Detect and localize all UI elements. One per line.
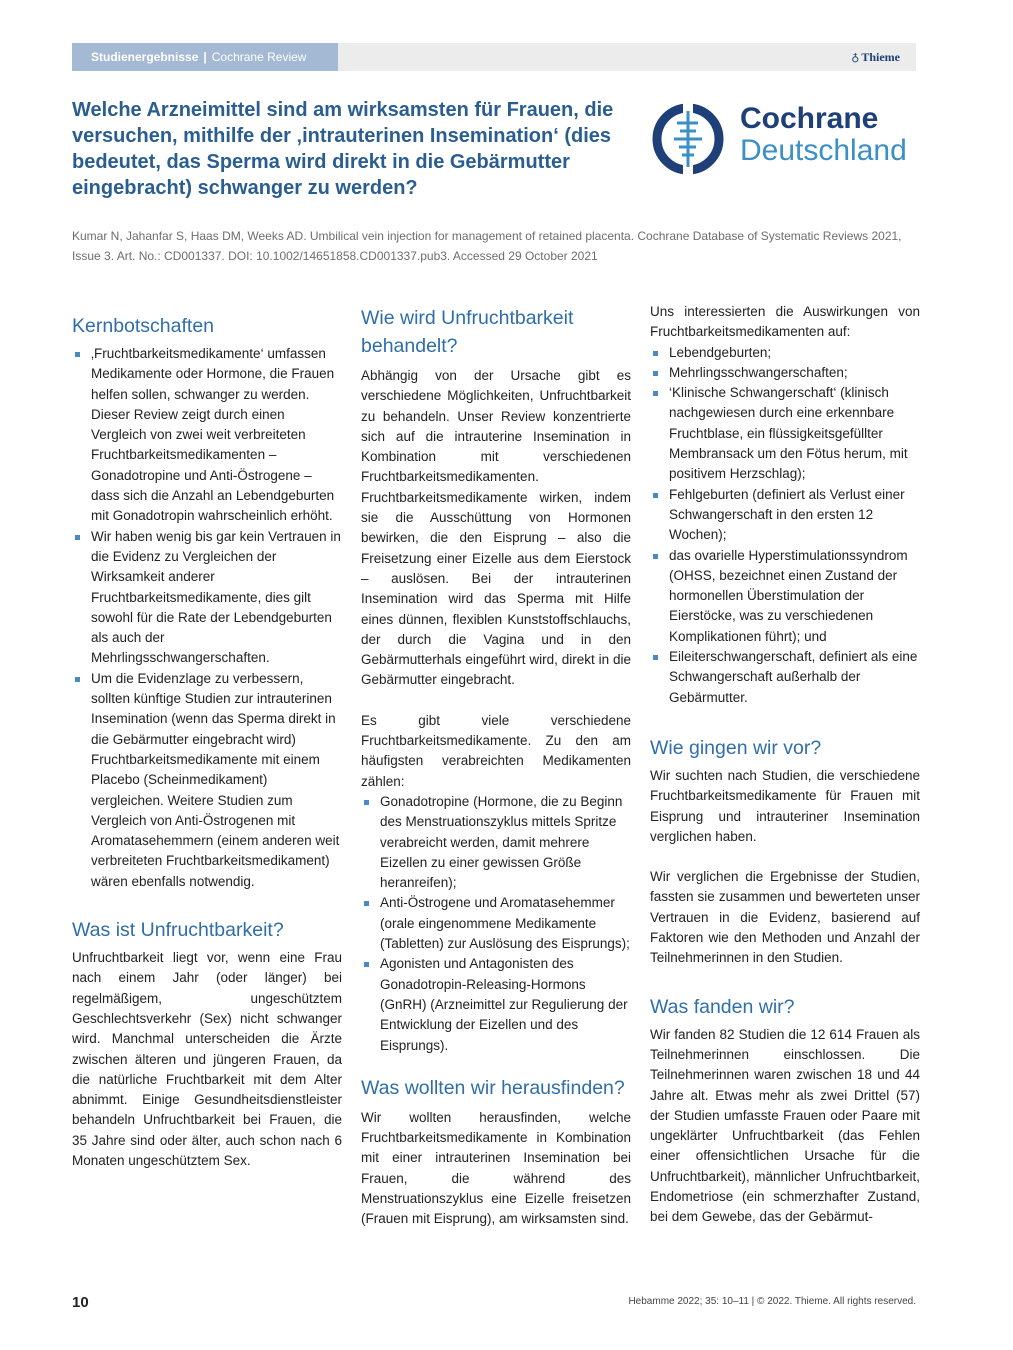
list-item: Fehlgeburten (definiert als Verlust einer Schwangerschaft in den ersten 12 Wochen); [650, 485, 920, 546]
section-tag [72, 43, 338, 71]
logo-line-2: Deutschland [740, 134, 907, 167]
heading-kernbotschaften: Kernbotschaften [72, 315, 215, 337]
column-3 [650, 302, 920, 1228]
paragraph: Wir fanden 82 Studien die 12 614 Frauen als Teilnehmerinnen einschlossen. Die Teilnehmerinnen waren zwischen 18 und 44 Jahre alt. Etwas mehr als zwei Drittel (57) der Studien umfasste Frauen oder Paare mit ungeklärter Unfruchtbarkeit (das Fehlen einer offensichtlichen Ursache für die Unfruchtbarkeit), männlicher Unfruchtbarkeit, Endometriose (ein schmerzhafter Zustand, bei dem Gewebe, das der Gebärmut- [650, 1026, 920, 1225]
cochrane-wordmark [740, 103, 907, 167]
paragraph: Unfruchtbarkeit liegt vor, wenn eine Frau nach einem Jahr (oder länger) bei regelmäßigem, ungeschütztem Geschlechtsverkehr (Sex) nicht schwanger wird. Manchmal unterscheiden die Ärzte zwischen älteren und jüngeren Frauen, da die natürliche Fruchtbarkeit mit dem Alter abnimmt. Einige Gesundheitsdienstleister behandeln Unfruchtbarkeit bei Frauen, die 35 Jahre sind oder älter, auch schon nach 6 Monaten ungeschütztem Sex. [72, 950, 342, 1168]
auswirkungen-list [650, 343, 920, 708]
column-2 [361, 304, 631, 1230]
paragraph: Es gibt viele verschiedene Fruchtbarkeitsmedikamente. Zu den am häufigsten verabreichten Medikamenten zählen: [361, 712, 631, 789]
footer-reference: Hebamme 2022; 35: 10–11 | © 2022. Thieme. All rights reserved. [628, 1296, 916, 1307]
list-item: Um die Evidenzlage zu verbessern, sollten künftige Studien zur intrauterinen Insemination (wenn das Sperma direkt in die Gebärmutter eingebracht wird) Fruchtbarkeitsmedikamente mit einem Placebo (Scheinmedikament) vergleichen. Weitere Studien zum Vergleich von Anti-Östrogenen mit Aromatasehemmern (einem anderen weit verbreiteten Fruchtbarkeitsmedikament) wären ebenfalls notwendig. [72, 669, 342, 892]
section-separator: | [203, 50, 207, 64]
list-item: Eileiterschwangerschaft, definiert als eine Schwangerschaft außerhalb der Gebärmutter. [650, 647, 920, 708]
heading-herausfinden: Was wollten wir herausfinden? [361, 1076, 625, 1099]
subsection-label: Cochrane Review [211, 50, 307, 64]
list-item: Agonisten und Antagonisten des Gonadotropin-Releasing-Hormons (GnRH) (Arzneimittel zur Regulierung der Entwicklung der Eizellen und des Eisprungs). [361, 954, 631, 1055]
publisher-logo [851, 43, 900, 72]
thieme-icon: ♁ [851, 52, 860, 64]
heading-ergebnisse: Was fanden wir? [650, 995, 795, 1018]
paragraph: Wir suchten nach Studien, die verschiedene Fruchtbarkeitsmedikamente für Frauen mit Eisprung und intrauteriner Insemination verglichen haben. [650, 767, 920, 844]
heading-unfruchtbarkeit: Was ist Unfruchtbarkeit? [72, 919, 284, 942]
column-1 [72, 312, 342, 1171]
list-item: ‘Klinische Schwangerschaft‘ (klinisch nachgewiesen durch eine erkennbare Fruchtblase, ein flüssigkeitsgefüllter Membransack um den Fötus herum, mit positivem Herzschlag); [650, 383, 920, 484]
cochrane-emblem-icon [650, 99, 726, 179]
list-item: Wir haben wenig bis gar kein Vertrauen in die Evidenz zu Vergleichen der Wirksamkeit anderer Fruchtbarkeitsmedikamente, dies gilt sowohl für die Rate der Lebendgeburten als auch der Mehrlingsschwangerschaften. [72, 527, 342, 669]
kernbotschaften-list [72, 344, 342, 892]
header-bar [72, 43, 916, 71]
page-number: 10 [72, 1294, 89, 1311]
paragraph: Wir verglichen die Ergebnisse der Studien, fassten sie zusammen und bewerteten unser Vertrauen in die Evidenz, basierend auf Faktoren wie den Methoden und Anzahl der Teilnehmerinnen in den Studien. [650, 869, 920, 966]
heading-vorgehen: Wie gingen wir vor? [650, 736, 822, 759]
cochrane-logo [650, 99, 920, 181]
list-item: Lebendgeburten; [650, 343, 920, 363]
citation: Kumar N, Jahanfar S, Haas DM, Weeks AD. Umbilical vein injection for management of retained placenta. Cochrane Database of Systematic Reviews 2021, Issue 3. Art. No.: CD001337. DOI: 10.1002/14651858.CD001337.pub3. Accessed 29 October 2021 [72, 229, 902, 263]
paragraph: Uns interessierten die Auswirkungen von Fruchtbarkeitsmedikamenten auf: [650, 304, 920, 340]
list-item: Gonadotropine (Hormone, die zu Beginn des Menstruationszyklus mittels Spritze verabreicht werden, damit mehrere Eizellen zu einer gewissen Größe heranreifen); [361, 792, 631, 893]
heading-behandelt: Wie wird Unfruchtbarkeit behandelt? [361, 307, 574, 357]
medikamente-list [361, 792, 631, 1056]
publisher-name: Thieme [861, 50, 900, 64]
paragraph: Wir wollten herausfinden, welche Fruchtbarkeitsmedikamente in Kombination mit einer intrauterinen Insemination bei Frauen, die während des Menstruationszyklus eine Eizelle freisetzen (Frauen mit Eisprung), am wirksamsten sind. [361, 1109, 631, 1227]
list-item: ‚Fruchtbarkeitsmedikamente‘ umfassen Medikamente oder Hormone, die Frauen helfen sollen, schwanger zu werden. Dieser Review zeigt durch einen Vergleich von zwei weit verbreiteten Fruchtbarkeitsmedikamenten – Gonadotropine und Anti-Östrogene – dass sich die Anzahl an Lebendgeburten mit Gonadotropin wahrscheinlich erhöht. [72, 344, 342, 527]
list-item: Mehrlingsschwangerschaften; [650, 363, 920, 383]
list-item: das ovarielle Hyperstimulationssyndrom (OHSS, bezeichnet einen Zustand der hormonellen Überstimulation der Eierstöcke, was zu verschiedenen Komplikationen führt); und [650, 546, 920, 647]
logo-line-1: Cochrane [740, 102, 879, 135]
section-label: Studienergebnisse [91, 50, 199, 64]
paragraph: Abhängig von der Ursache gibt es verschiedene Möglichkeiten, Unfruchtbarkeit zu behandeln. Unser Review konzentrierte sich auf die intrauterine Insemination in Kombination mit verschiedenen Fruchtbarkeitsmedikamenten. Fruchtbarkeitsmedikamente wirken, indem sie die Ausschüttung von Hormonen bewirken, die den Eisprung – also die Freisetzung einer Eizelle aus dem Eierstock – auslösen. Bei der intrauterinen Insemination wird das Sperma mit Hilfe eines dünnen, flexiblen Kunststoffschlauchs, der durch die Vagina und in den Gebärmutterhals eingeführt wird, direkt in die Gebärmutter eingebracht. [361, 368, 631, 688]
article-title: Welche Arzneimittel sind am wirksamsten für Frauen, die versuchen, mithilfe der ‚intrauterinen Insemination‘ (dies bedeutet, das Sperma wird direkt in die Gebärmutter eingebracht) schwanger zu werden? [72, 99, 614, 199]
list-item: Anti-Östrogene und Aromatasehemmer (orale eingenommene Medikamente (Tabletten) zur Auslösung des Eisprungs); [361, 893, 631, 954]
